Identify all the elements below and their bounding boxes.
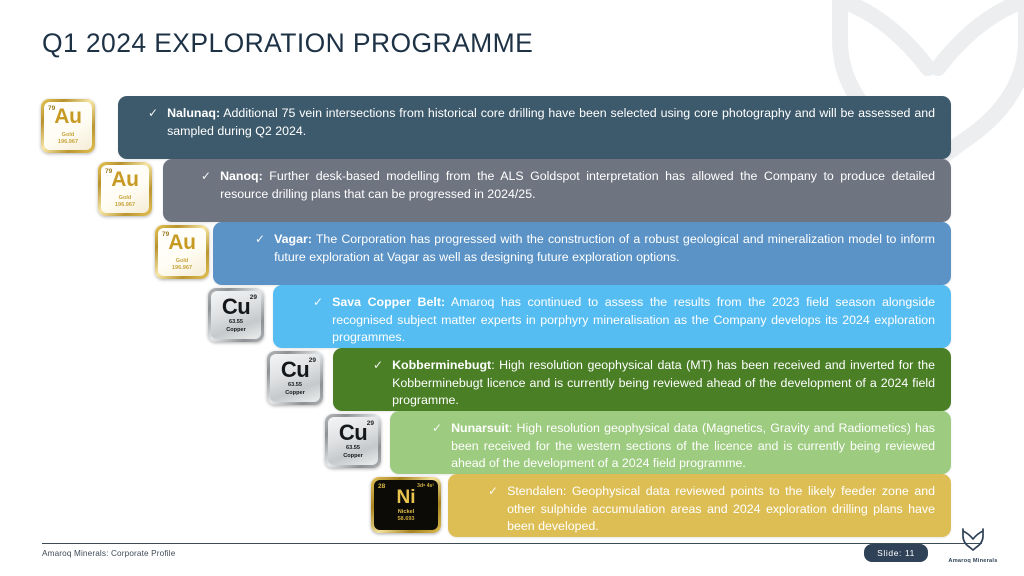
bullet-bar[interactable] — [390, 411, 951, 474]
bullet-row — [0, 159, 1024, 222]
atomic-weight-label: 63.55 — [287, 382, 302, 388]
slide-number-badge: Slide: 11 — [864, 544, 928, 562]
bullet-lead-label: Stendalen: — [507, 484, 567, 498]
element-tile-au — [155, 225, 209, 279]
bullet-text — [274, 231, 937, 266]
element-name-label: Nickel — [397, 508, 415, 515]
element-tile-cu — [325, 414, 381, 468]
element-name-label: Gold — [175, 257, 189, 264]
atomic-number-label: 79 — [48, 105, 56, 112]
bullet-row — [0, 285, 1024, 348]
element-tile-cu — [267, 351, 323, 405]
check-icon: ✓ — [255, 232, 266, 246]
page-title: Q1 2024 EXPLORATION PROGRAMME — [42, 28, 534, 58]
element-symbol-label: Cu — [338, 420, 368, 445]
element-tile-cu — [208, 288, 264, 342]
element-tile-au — [41, 99, 95, 153]
bullet-text — [167, 105, 937, 140]
atomic-weight-label: 196.967 — [57, 138, 79, 145]
bullet-body-text: : High resolution geophysical data (MT) has been received and inverted for the Kobberminebugt licence and is currently being reviewed ahead of the development of a 2024 field programme. — [392, 358, 935, 407]
atomic-weight-label: 196.967 — [171, 264, 193, 271]
bullet-rows-list — [0, 96, 1024, 537]
bullet-lead-label: Sava Copper Belt: — [332, 295, 446, 309]
element-symbol-label: Au — [111, 167, 139, 191]
bullet-row — [0, 96, 1024, 159]
bullet-text — [451, 420, 937, 473]
element-tile-au — [98, 162, 152, 216]
bullet-bar[interactable] — [118, 96, 951, 159]
check-icon: ✓ — [373, 358, 384, 372]
check-icon: ✓ — [148, 106, 159, 120]
check-icon: ✓ — [488, 484, 499, 498]
bullet-lead-label: Kobberminebugt — [392, 358, 492, 372]
fox-head-logo-icon — [960, 528, 986, 552]
atomic-number-label: 79 — [105, 168, 113, 175]
check-icon: ✓ — [313, 295, 324, 309]
bullet-body-text: Amaroq has continued to assess the results from the 2023 field season alongside recognised subject matter experts in porphyry mineralisation as the Company develops its 2024 exploration programmes. — [332, 295, 935, 344]
brand-name-label: Amaroq Minerals — [948, 558, 998, 564]
atomic-number-label: 29 — [366, 420, 374, 427]
atomic-number-label: 79 — [162, 231, 170, 238]
check-icon: ✓ — [201, 169, 212, 183]
footer-divider — [42, 543, 982, 544]
element-symbol-label: Ni — [396, 486, 416, 508]
bullet-bar[interactable] — [333, 348, 951, 411]
bullet-bar[interactable] — [213, 222, 951, 285]
bullet-lead-label: Nanoq: — [220, 169, 263, 183]
bullet-bar[interactable] — [448, 474, 951, 537]
bullet-body-text: Geophysical data reviewed points to the likely feeder zone and other sulphide accumulation areas and 2024 exploration drilling plans have been developed. — [507, 484, 935, 533]
bullet-body-text: : High resolution geophysical data (Magnetics, Gravity and Radiometics) has been received for the western sections of the licence and is currently being reviewed ahead of the development of a 2024 field programme. — [451, 421, 935, 470]
electron-config-label: 3d⁸ 4s² — [417, 483, 434, 489]
atomic-weight-label: 63.55 — [345, 445, 360, 451]
bullet-lead-label: Vagar: — [274, 232, 312, 246]
bullet-body-text: The Corporation has progressed with the construction of a robust geological and mineralization model to inform future exploration at Vagar as well as designing future exploration options. — [274, 232, 935, 264]
atomic-number-label: 28 — [378, 483, 386, 490]
bullet-lead-label: Nunarsuit — [451, 421, 509, 435]
check-icon: ✓ — [432, 421, 443, 435]
bullet-row — [0, 411, 1024, 474]
brand-logo — [940, 528, 1006, 564]
atomic-number-label: 29 — [308, 357, 316, 364]
atomic-number-label: 29 — [249, 294, 257, 301]
element-symbol-label: Au — [168, 230, 196, 254]
element-name-label: Copper — [343, 453, 363, 459]
bullet-body-text: Additional 75 vein intersections from historical core drilling have been selected using core photography and will be assessed and sampled during Q2 2024. — [167, 106, 935, 138]
bullet-bar[interactable] — [273, 285, 951, 348]
bullet-lead-label: Nalunaq: — [167, 106, 221, 120]
element-tile-ni — [371, 477, 441, 533]
bullet-text — [332, 294, 937, 347]
atomic-weight-label: 58.693 — [397, 515, 415, 522]
element-symbol-label: Cu — [280, 357, 310, 382]
bullet-row — [0, 348, 1024, 411]
bullet-bar[interactable] — [163, 159, 951, 222]
bullet-body-text: Further desk-based modelling from the ALS Goldspot interpretation has allowed the Company to produce detailed resource drilling plans that can be progressed in 2024/25. — [220, 169, 935, 201]
bullet-text — [392, 357, 937, 410]
element-name-label: Gold — [118, 194, 132, 201]
atomic-weight-label: 63.55 — [228, 319, 243, 325]
element-name-label: Copper — [226, 327, 246, 333]
bullet-row — [0, 222, 1024, 285]
element-symbol-label: Cu — [221, 294, 251, 319]
bullet-text — [220, 168, 937, 203]
footer-label: Amaroq Minerals: Corporate Profile — [42, 549, 176, 558]
element-symbol-label: Au — [54, 104, 82, 128]
element-name-label: Copper — [285, 390, 305, 396]
bullet-text — [507, 483, 937, 536]
element-name-label: Gold — [61, 131, 75, 138]
bullet-row — [0, 474, 1024, 537]
atomic-weight-label: 196.967 — [114, 201, 136, 208]
